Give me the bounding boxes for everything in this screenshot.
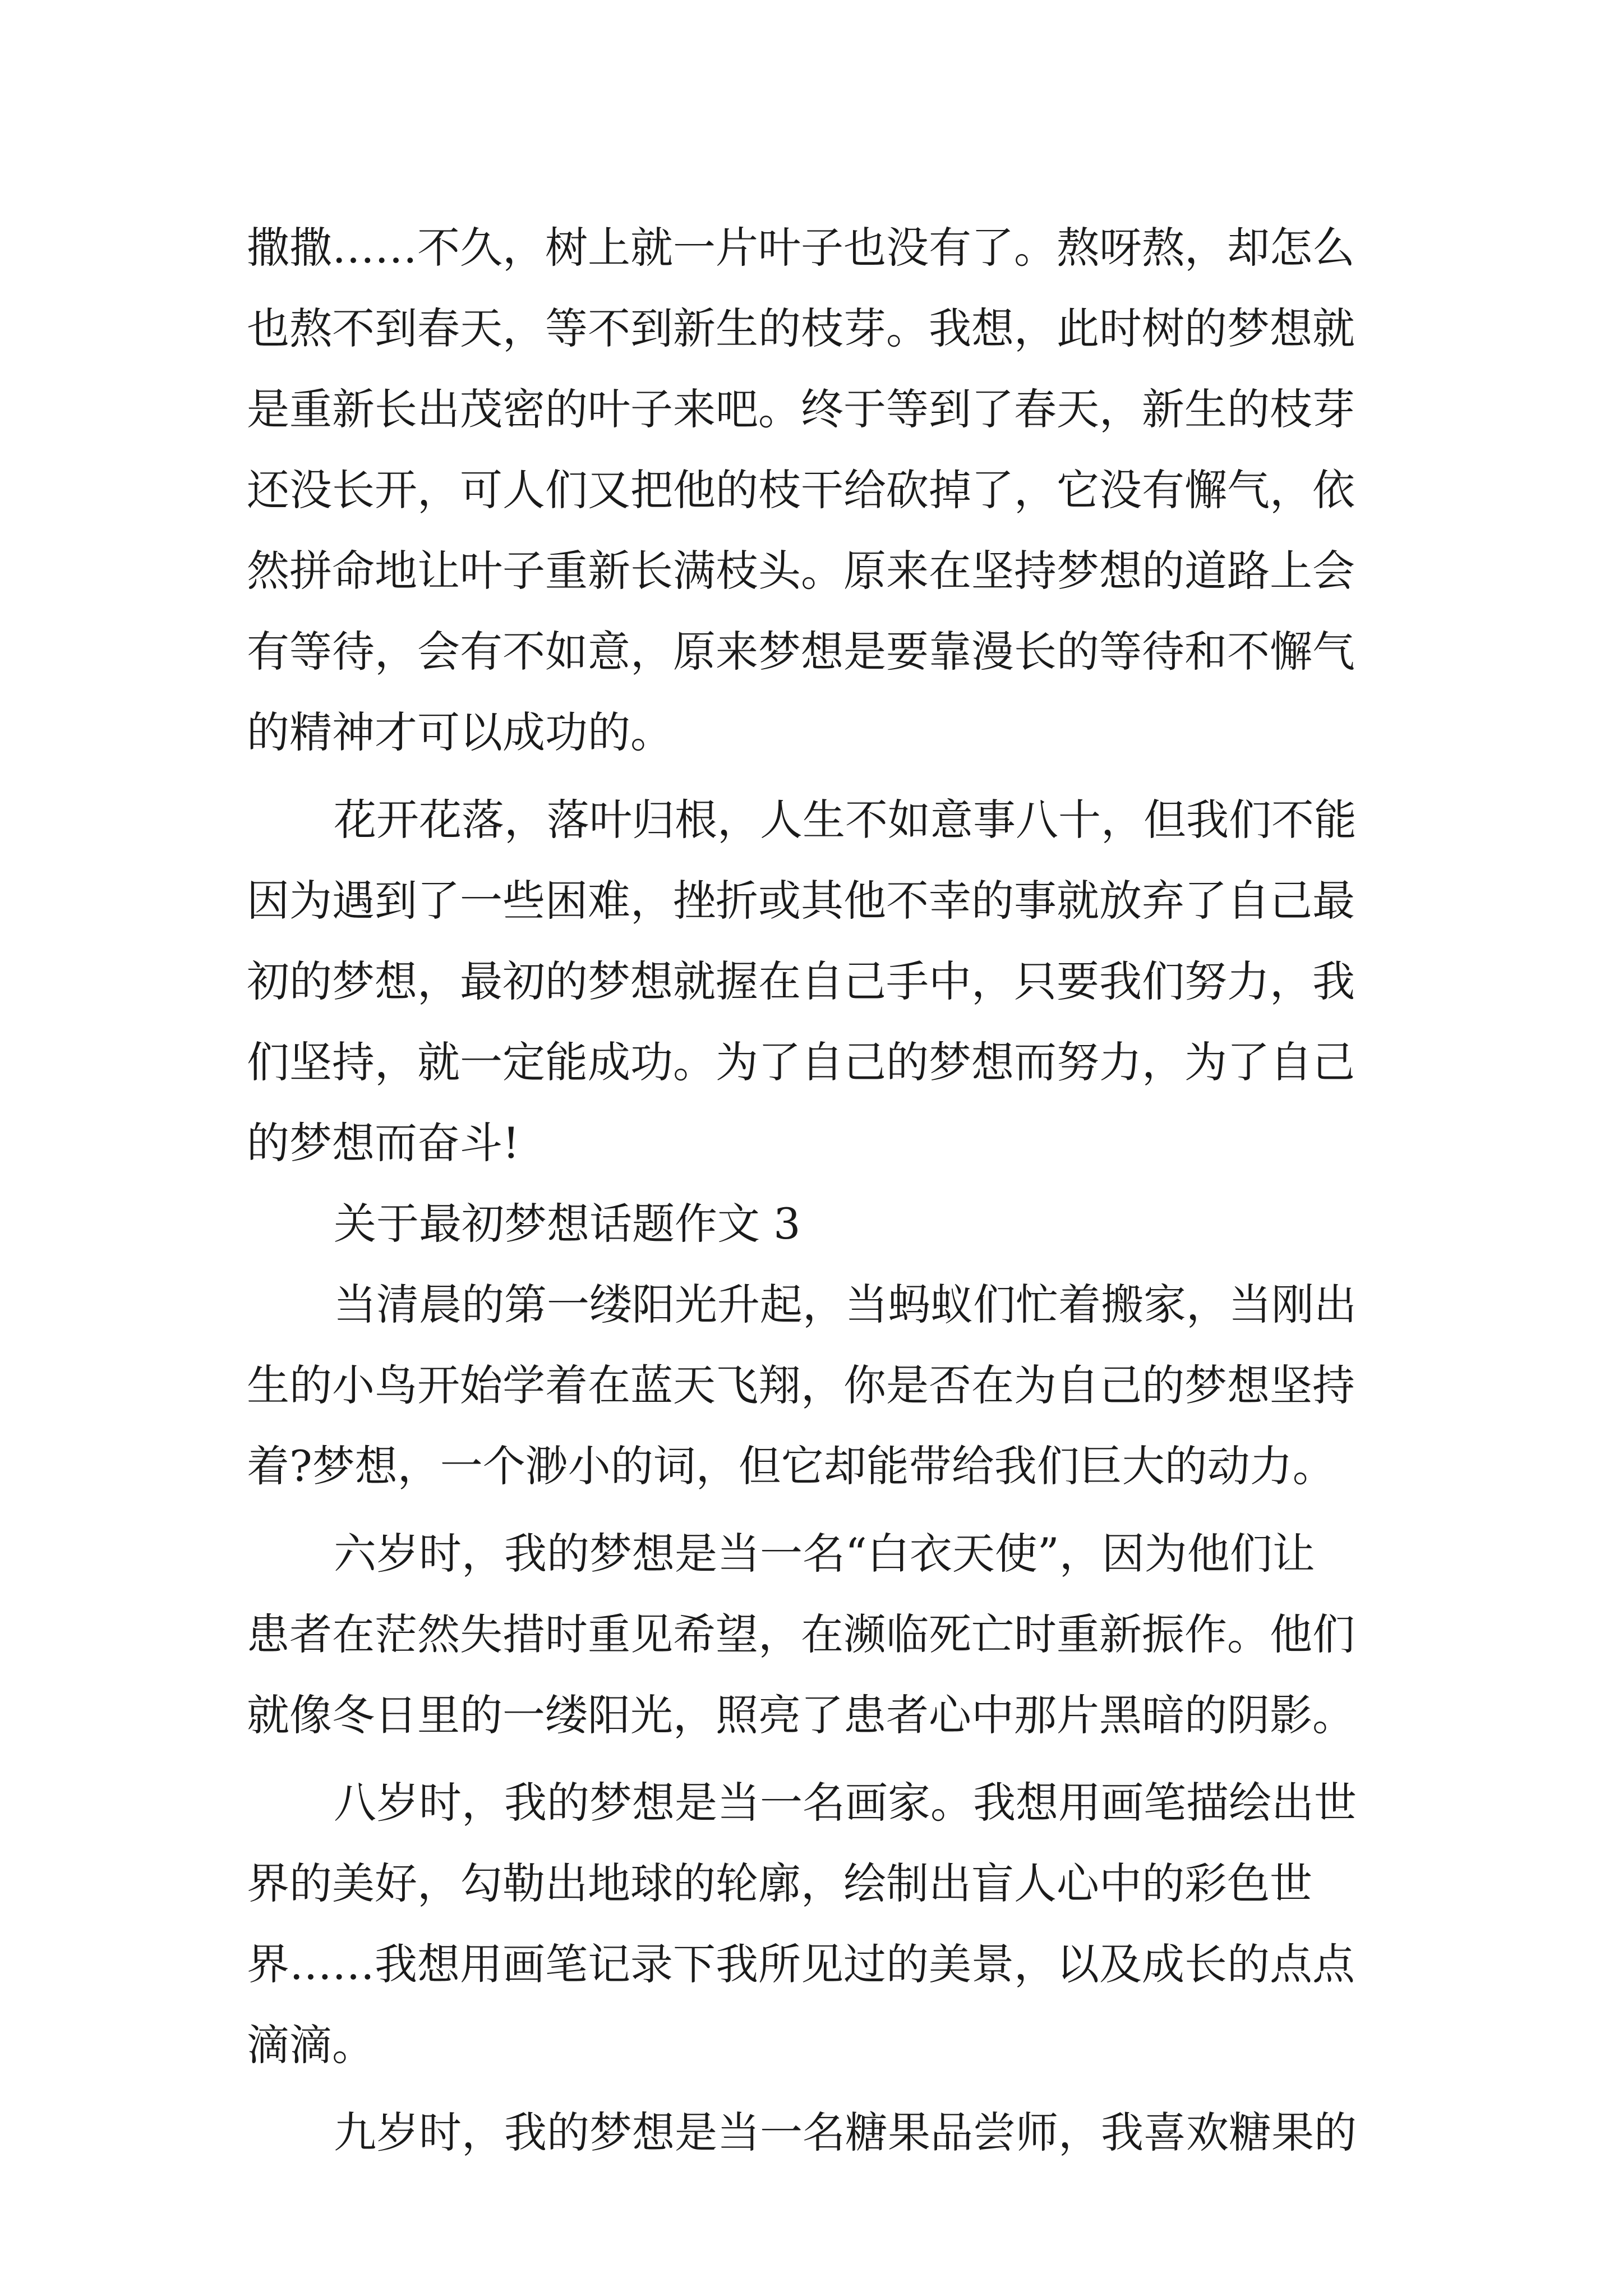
text-line: 的梦想而奋斗!: [247, 1118, 520, 1168]
text-line: 是重新长出茂密的叶子来吧。终于等到了春天，新生的枝芽: [247, 384, 1355, 434]
text-line: 们坚持，就一定能成功。为了自己的梦想而努力，为了自己: [247, 1037, 1355, 1087]
paragraph-start-line: 当清晨的第一缕阳光升起，当蚂蚁们忙着搬家，当刚出: [334, 1280, 1357, 1329]
text-line: 然拼命地让叶子重新长满枝头。原来在坚持梦想的道路上会: [247, 546, 1355, 596]
essay-body: [247, 208, 1380, 2173]
text-line: 还没长开，可人们又把他的枝干给砍掉了，它没有懈气，依: [247, 465, 1355, 515]
section-heading: 关于最初梦想话题作文 3: [334, 1199, 801, 1249]
text-line: 患者在茫然失措时重见希望，在濒临死亡时重新振作。他们: [247, 1609, 1355, 1659]
paragraph-start-line: 花开花落，落叶归根，人生不如意事八十，但我们不能: [334, 795, 1357, 845]
text-line: 界的美好，勾勒出地球的轮廓，绘制出盲人心中的彩色世: [247, 1858, 1312, 1908]
text-line: 着?梦想，一个渺小的词，但它却能带给我们巨大的动力。: [247, 1441, 1335, 1491]
paragraph-start-line: 六岁时，我的梦想是当一名“白衣天使”，因为他们让: [334, 1529, 1315, 1579]
text-line: 因为遇到了一些困难，挫折或其他不幸的事就放弃了自己最: [247, 876, 1355, 926]
text-line: 初的梦想，最初的梦想就握在自己手中，只要我们努力，我: [247, 956, 1355, 1006]
text-line: 有等待，会有不如意，原来梦想是要靠漫长的等待和不懈气: [247, 627, 1355, 677]
text-line: 撒撒……不久，树上就一片叶子也没有了。熬呀熬，却怎么: [247, 223, 1355, 273]
paragraph-start-line: 九岁时，我的梦想是当一名糖果品尝师，我喜欢糖果的: [334, 2108, 1357, 2157]
text-line: 滴滴。: [247, 2020, 375, 2070]
text-line: 就像冬日里的一缕阳光，照亮了患者心中那片黑暗的阴影。: [247, 1690, 1355, 1740]
text-line: 的精神才可以成功的。: [247, 707, 673, 757]
text-line: 生的小鸟开始学着在蓝天飞翔，你是否在为自己的梦想坚持: [247, 1360, 1355, 1410]
text-line: 界……我想用画笔记录下我所见过的美景，以及成长的点点: [247, 1939, 1355, 1989]
text-line: 也熬不到春天，等不到新生的枝芽。我想，此时树的梦想就: [247, 303, 1355, 353]
paragraph-start-line: 八岁时，我的梦想是当一名画家。我想用画笔描绘出世: [334, 1778, 1357, 1828]
